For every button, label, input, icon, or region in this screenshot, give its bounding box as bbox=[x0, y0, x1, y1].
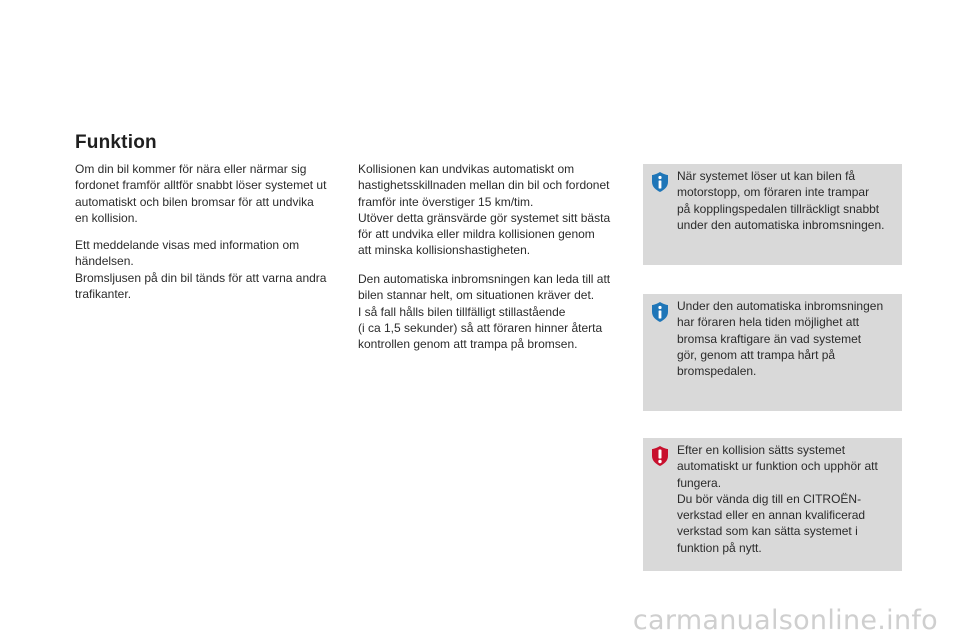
paragraph-full-stop: Den automatiska inbromsningen kan leda till att bilen stannar helt, om situationen kräver det. I så fall hålls bilen tillfälligt stillastående (i ca 1,5 sekunder) så att föraren hinner återta kontrollen genom att trampa på bromsen. bbox=[358, 272, 611, 352]
watermark: carmanualsonline.info bbox=[632, 605, 938, 636]
info-note-brake-harder bbox=[643, 294, 902, 411]
info-note-engine-stall bbox=[643, 164, 902, 265]
paragraph-collision-detection: Om din bil kommer för nära eller närmar sig fordonet framför alltför snabbt löser systemet ut automatiskt och bilen bromsar för att undvika en kollision. bbox=[75, 162, 327, 225]
warning-note-after-collision bbox=[643, 438, 902, 571]
paragraph-message-brakelights: Ett meddelande visas med information om händelsen. Bromsljusen på din bil tänds för att varna andra trafikanter. bbox=[75, 238, 327, 301]
info-icon bbox=[651, 172, 669, 192]
section-title: Funktion bbox=[75, 132, 157, 153]
note-text: När systemet löser ut kan bilen få motorstopp, om föraren inte trampar på kopplingspedalen tillräckligt snabbt under den automatiska inbromsningen. bbox=[677, 169, 885, 232]
note-text: Under den automatiska inbromsningen har föraren hela tiden möjlighet att bromsa kraftigare än vad systemet gör, genom att trampa hårt på bromspedalen. bbox=[677, 299, 884, 379]
note-text: Efter en kollision sätts systemet automatiskt ur funktion och upphör att fungera. Du bör vända dig till en CITROËN- verkstad eller en annan kvalificerad verkstad som kan sätta systemet i funktion på nytt. bbox=[677, 443, 878, 555]
paragraph-speed-difference: Kollisionen kan undvikas automatiskt om hastighetsskillnaden mellan din bil och fordonet framför inte överstiger 15 km/tim. Utöver detta gränsvärde gör systemet sitt bästa för att undvika eller mildra kollisionen genom att minska kollisionshastigheten. bbox=[358, 162, 611, 258]
info-icon bbox=[651, 302, 669, 322]
warning-icon bbox=[651, 446, 669, 466]
